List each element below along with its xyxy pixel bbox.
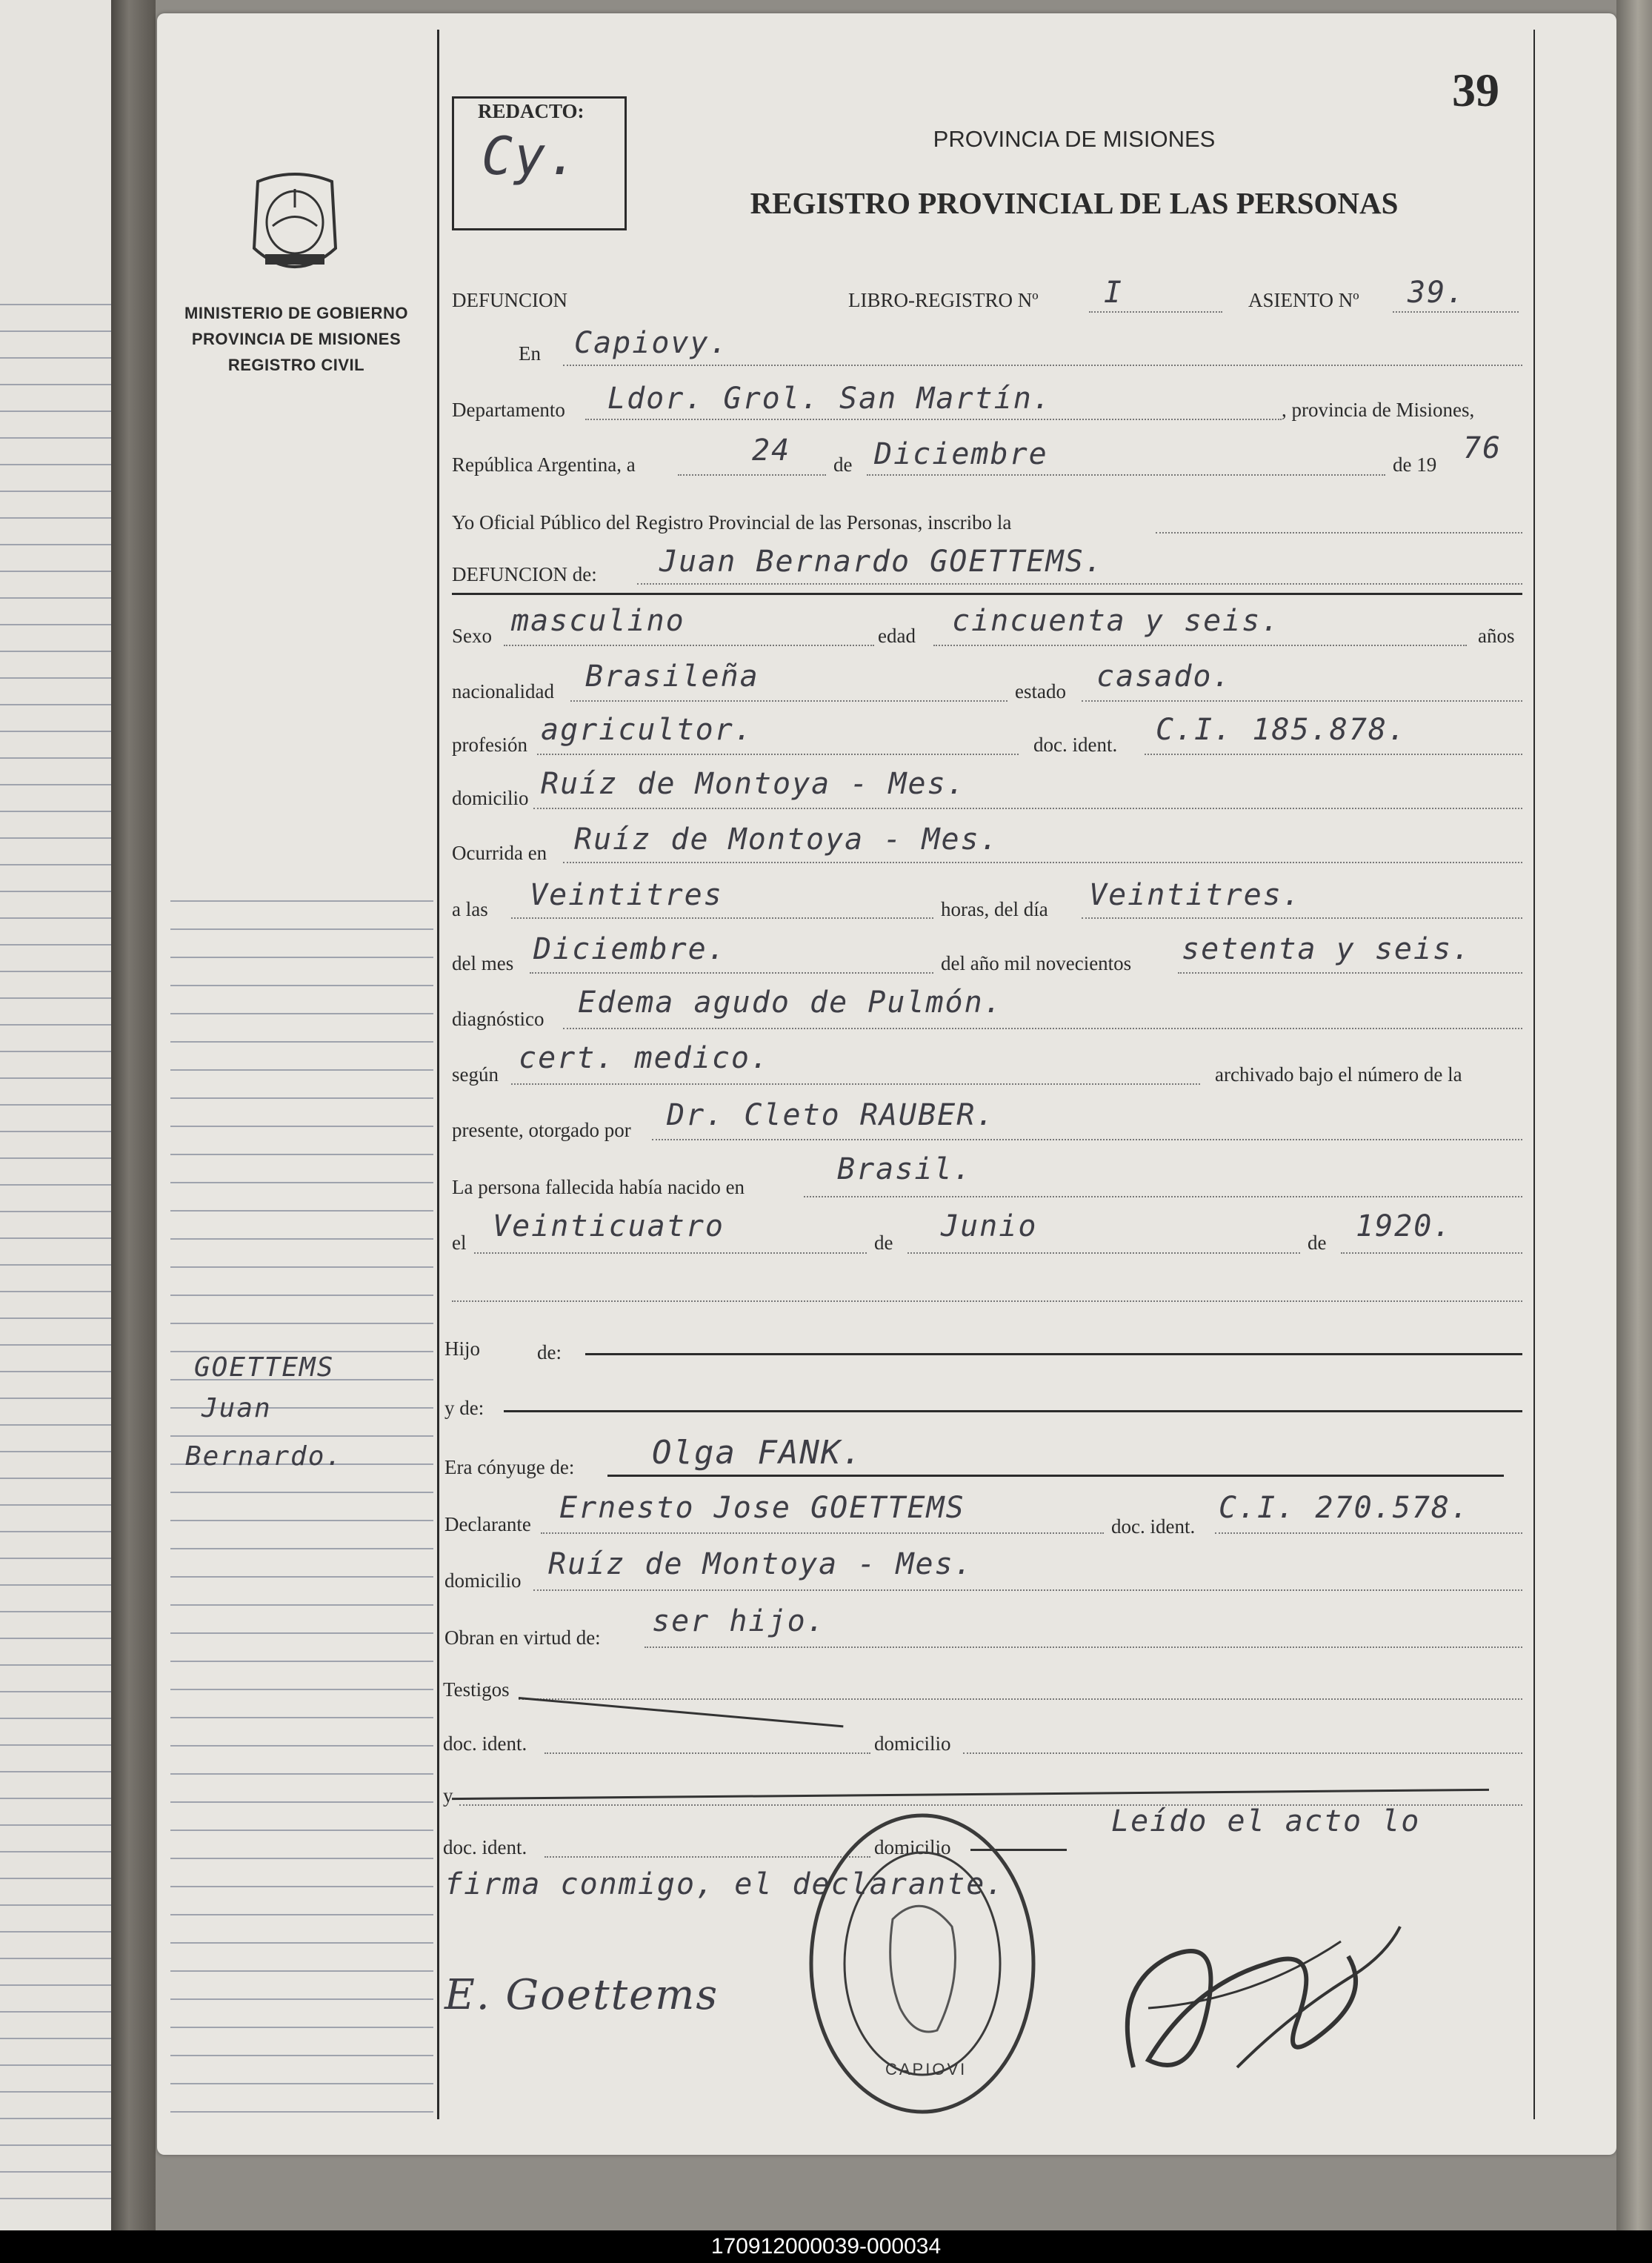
depto-value: Ldor. Grol. San Martín. [607, 382, 1052, 416]
left-rule-line [0, 1077, 111, 1079]
book-gutter [111, 0, 156, 2230]
left-rule-line [0, 2171, 111, 2173]
deceased-name: Juan Bernardo GOETTEMS. [659, 545, 1104, 579]
sexo-label: Sexo [452, 625, 492, 647]
seal-place: CAPIOVI [885, 2060, 967, 2078]
decl-dom-value: Ruíz de Montoya - Mes. [548, 1547, 973, 1581]
domicilio-line [533, 808, 1522, 809]
margin-rule-line [170, 1266, 433, 1268]
left-rule-line [0, 464, 111, 465]
diagnostico-label: diagnóstico [452, 1008, 544, 1030]
de2-label: de [874, 1232, 893, 1254]
edad-label: edad [878, 625, 916, 647]
diagnostico-line [563, 1028, 1522, 1029]
presente-line [652, 1139, 1522, 1140]
left-rule-line [0, 2038, 111, 2039]
left-rule-line [0, 1718, 111, 1719]
en-label: En [519, 342, 541, 365]
day-value: 24 [752, 433, 791, 468]
closing-line-1: Leído el acto lo [1111, 1804, 1421, 1838]
anos-label: años [1478, 625, 1515, 647]
y-label: y [443, 1784, 453, 1807]
left-rule-line [0, 1504, 111, 1506]
docident-label: doc. ident. [1033, 734, 1118, 756]
left-rule-line [0, 357, 111, 359]
margin-rule-line [170, 1041, 433, 1043]
month-line [867, 474, 1385, 476]
margin-rule-line [170, 2083, 433, 2084]
profesion-value: agricultor. [541, 713, 753, 747]
declarante-label: Declarante [444, 1513, 531, 1535]
el-label: el [452, 1232, 467, 1254]
yde-line [504, 1410, 1522, 1412]
declarante-line [541, 1532, 1104, 1534]
segun-label: según [452, 1063, 499, 1086]
el-value: Veinticuatro [493, 1209, 725, 1243]
margin-rule-line [170, 1970, 433, 1972]
ministry-line-1: MINISTERIO DE GOBIERNO [184, 304, 408, 322]
margin-surname: GOETTEMS [194, 1352, 335, 1383]
margin-firstname: Juan [201, 1393, 272, 1423]
archive-id-footer: 170912000039-000034 [0, 2230, 1652, 2263]
declarante-value: Ernesto Jose GOETTEMS [559, 1491, 965, 1525]
left-rule-line [0, 2198, 111, 2199]
margin-rule-line [170, 1773, 433, 1775]
left-rule-line [0, 1664, 111, 1666]
margin-rule-line [170, 1745, 433, 1747]
nacido-value: Brasil. [837, 1152, 973, 1186]
left-rule-line [0, 1211, 111, 1212]
anomil-line [1178, 972, 1522, 974]
year-value: 76 [1463, 431, 1502, 465]
t2-dom-label: domicilio [874, 1836, 951, 1858]
left-rule-line [0, 1798, 111, 1799]
dia-value: Veintitres. [1089, 878, 1302, 912]
left-rule-line [0, 784, 111, 785]
nac-year-value: 1920. [1356, 1209, 1453, 1243]
left-rule-line [0, 1638, 111, 1639]
testigos-label: Testigos [443, 1678, 510, 1701]
en-value: Capiovy. [574, 326, 729, 360]
delmes-line [530, 972, 933, 974]
delmes-label: del mes [452, 952, 514, 974]
declarante-signature: E. Goettems [444, 1971, 719, 2019]
left-rule-line [0, 917, 111, 919]
delmes-value: Diciembre. [533, 932, 727, 966]
left-rule-line [0, 1584, 111, 1586]
margin-rule-line [170, 1097, 433, 1099]
conyuge-label: Era cónyuge de: [444, 1456, 575, 1478]
left-rule-line [0, 1398, 111, 1399]
coat-of-arms-icon [243, 167, 347, 285]
left-rule-line [0, 1691, 111, 1692]
testigos-line [519, 1698, 1522, 1700]
left-rule-line [0, 1451, 111, 1452]
margin-rule-line [170, 1492, 433, 1493]
left-rule-line [0, 597, 111, 599]
el-line [474, 1252, 867, 1254]
margin-rule-line [170, 1632, 433, 1634]
left-rule-line [0, 731, 111, 732]
left-rule-line [0, 1371, 111, 1372]
margin-rule-line [170, 1210, 433, 1212]
registry-title: REGISTRO PROVINCIAL DE LAS PERSONAS [750, 186, 1399, 220]
libro-line [1089, 311, 1222, 313]
margin-rule-line [170, 1914, 433, 1915]
left-rule-line [0, 997, 111, 999]
left-rule-line [0, 2091, 111, 2093]
archivado-text: archivado bajo el número de la [1215, 1063, 1462, 1086]
asiento-line [1393, 311, 1519, 313]
left-rule-line [0, 1744, 111, 1746]
ocurrida-value: Ruíz de Montoya - Mes. [574, 823, 999, 857]
left-rule-line [0, 1931, 111, 1933]
margin-rule-line [170, 2111, 433, 2113]
obran-label: Obran en virtud de: [444, 1626, 601, 1649]
oficial-text: Yo Oficial Público del Registro Provincial de las Personas, inscribo la [452, 511, 1012, 534]
margin-rule-line [170, 1886, 433, 1887]
en-line [563, 365, 1522, 366]
t-dom-label: domicilio [874, 1732, 951, 1755]
left-rule-line [0, 2064, 111, 2066]
left-rule-line [0, 1984, 111, 1986]
margin-rule-line [170, 1689, 433, 1690]
left-rule-line [0, 757, 111, 759]
left-rule-line [0, 1878, 111, 1879]
presente-value: Dr. Cleto RAUBER. [667, 1098, 996, 1132]
left-rule-line [0, 1264, 111, 1266]
alas-line [511, 917, 933, 919]
margin-rule-line [170, 1548, 433, 1549]
domicilio-label: domicilio [452, 787, 529, 809]
left-rule-line [0, 651, 111, 652]
margin-rule-line [170, 1998, 433, 2000]
ocurrida-line [563, 862, 1522, 863]
province-heading: PROVINCIA DE MISIONES [933, 126, 1216, 152]
margin-rule-line [170, 1126, 433, 1127]
margin-rule-line [170, 1069, 433, 1071]
margin-rule-line [170, 1182, 433, 1183]
yde-label: y de: [444, 1397, 484, 1419]
left-rule-line [0, 971, 111, 972]
left-rule-line [0, 411, 111, 412]
year-prefix: de 19 [1393, 453, 1437, 476]
asiento-value: 39. [1408, 276, 1466, 310]
provincia-text: , provincia de Misiones, [1282, 399, 1475, 421]
left-rule-line [0, 1611, 111, 1612]
segun-value: cert. medico. [519, 1041, 770, 1075]
left-rule-line [0, 517, 111, 519]
left-rule-line [0, 944, 111, 946]
margin-rule-line [170, 1154, 433, 1155]
margin-rule-line [170, 1604, 433, 1606]
left-rule-line [0, 1958, 111, 1959]
left-rule-line [0, 437, 111, 439]
hijo-line [585, 1353, 1522, 1355]
nacionalidad-label: nacionalidad [452, 680, 554, 702]
margin-rule-line [170, 957, 433, 958]
ministry-line-3: REGISTRO CIVIL [227, 356, 365, 374]
depto-line [585, 419, 1282, 420]
decl-dom-label: domicilio [444, 1569, 522, 1592]
obran-value: ser hijo. [652, 1604, 826, 1638]
nac-month-line [907, 1252, 1300, 1254]
margin-rule-line [170, 1830, 433, 1831]
de3-label: de [1308, 1232, 1327, 1254]
margin-rule-line [170, 928, 433, 930]
left-rule-line [0, 1317, 111, 1319]
left-rule-line [0, 864, 111, 865]
left-rule-line [0, 1558, 111, 1559]
anomil-value: setenta y seis. [1182, 932, 1472, 966]
margin-rule-line [170, 900, 433, 902]
left-rule-line [0, 544, 111, 545]
margin-rule-line [170, 2055, 433, 2056]
estado-value: casado. [1096, 659, 1232, 694]
margin-rule-line [170, 2027, 433, 2028]
profesion-label: profesión [452, 734, 527, 756]
margin-rule-line [170, 1435, 433, 1437]
depto-label: Departamento [452, 399, 565, 421]
t-doc-label: doc. ident. [443, 1732, 527, 1755]
hijo-de-label: de: [537, 1341, 562, 1363]
dia-line [1082, 917, 1522, 919]
libro-label: LIBRO-REGISTRO Nº [848, 289, 1039, 311]
left-rule-line [0, 2144, 111, 2146]
oficial-line [1156, 532, 1522, 534]
de-label: de [833, 453, 853, 476]
t-dom-line [963, 1752, 1522, 1754]
left-rule-line [0, 1157, 111, 1159]
left-rule-line [0, 1824, 111, 1826]
left-page-edge [0, 0, 111, 2230]
decl-doc-value: C.I. 270.578. [1219, 1491, 1471, 1525]
left-rule-line [0, 1531, 111, 1532]
left-rule-line [0, 704, 111, 705]
book-cover-edge [1616, 0, 1652, 2230]
horas-label: horas, del día [941, 898, 1048, 920]
name-line [637, 583, 1522, 585]
left-rule-line [0, 1424, 111, 1426]
left-rule-line [0, 1291, 111, 1292]
left-rule-line [0, 811, 111, 812]
left-rule-line [0, 677, 111, 679]
left-rule-line [0, 304, 111, 305]
left-rule-line [0, 1478, 111, 1479]
margin-rule-line [170, 1717, 433, 1718]
estado-line [1082, 700, 1522, 702]
left-rule-line [0, 1771, 111, 1772]
margin-rule-line [170, 1576, 433, 1578]
margin-rule-line [170, 1858, 433, 1859]
nacionalidad-line [570, 700, 1007, 702]
nac-year-line [1341, 1252, 1522, 1254]
nacido-label: La persona fallecida había nacido en [452, 1176, 745, 1198]
obran-line [645, 1646, 1522, 1648]
left-rule-line [0, 2011, 111, 2013]
margin-rule-line [170, 1520, 433, 1521]
month-value: Diciembre [874, 437, 1048, 471]
conyuge-line [607, 1475, 1504, 1477]
libro-value: I [1104, 276, 1124, 310]
left-rule-line [0, 1024, 111, 1026]
margin-rule-line [170, 985, 433, 986]
left-rule-line [0, 891, 111, 892]
sexo-line [504, 645, 874, 646]
left-rule-line [0, 1131, 111, 1132]
right-border [1533, 30, 1535, 2119]
left-rule-line [0, 2118, 111, 2119]
republica-label: República Argentina, a [452, 453, 636, 476]
nac-month-value: Junio [941, 1209, 1038, 1243]
section-rule-1 [452, 593, 1522, 595]
profesion-line [537, 754, 1019, 755]
edad-line [933, 645, 1467, 646]
presente-label: presente, otorgado por [452, 1119, 631, 1141]
margin-rule-line [170, 1323, 433, 1324]
margin-rule-line [170, 1661, 433, 1662]
left-rule-line [0, 1184, 111, 1186]
left-rule-line [0, 837, 111, 839]
t2-doc-label: doc. ident. [443, 1836, 527, 1858]
margin-rule-line [170, 1801, 433, 1803]
redacto-label: REDACTO: [478, 100, 584, 122]
ministry-line-2: PROVINCIA DE MISIONES [191, 330, 402, 348]
left-rule-line [0, 491, 111, 492]
t-doc-line [544, 1752, 870, 1754]
domicilio-value: Ruíz de Montoya - Mes. [541, 767, 966, 801]
asiento-label: ASIENTO Nº [1248, 289, 1359, 311]
estado-label: estado [1015, 680, 1066, 702]
decl-doc-label: doc. ident. [1111, 1515, 1196, 1538]
margin-rule-line [170, 1942, 433, 1944]
day-line [678, 474, 826, 476]
conyuge-value: Olga FANK. [652, 1434, 863, 1472]
record-type-label: DEFUNCION [452, 289, 568, 311]
margin-rule-line [170, 1295, 433, 1296]
nacionalidad-value: Brasileña [585, 659, 759, 694]
margin-rule-line [170, 1013, 433, 1014]
decl-doc-line [1215, 1532, 1522, 1534]
left-rule-line [0, 571, 111, 572]
diagnostico-value: Edema agudo de Pulmón. [578, 986, 1003, 1020]
margin-divider [437, 30, 439, 2119]
ocurrida-label: Ocurrida en [452, 842, 547, 864]
left-rule-line [0, 1051, 111, 1052]
hijo-label: Hijo [444, 1337, 481, 1360]
page-number: 39 [1452, 64, 1499, 116]
left-rule-line [0, 1851, 111, 1852]
defuncion-de-label: DEFUNCION de: [452, 563, 597, 585]
left-rule-line [0, 1237, 111, 1239]
segun-line [511, 1083, 1200, 1085]
redacto-initials: Cy. [482, 126, 580, 187]
decl-dom-line [533, 1589, 1522, 1591]
closing-line-2: firma conmigo, el declarante. [444, 1867, 1005, 1901]
edad-value: cincuenta y seis. [952, 604, 1281, 638]
docident-value: C.I. 185.878. [1156, 713, 1408, 747]
left-rule-line [0, 384, 111, 385]
left-rule-line [0, 1904, 111, 1906]
left-rule-line [0, 1344, 111, 1346]
docident-line [1145, 754, 1522, 755]
alas-label: a las [452, 898, 488, 920]
blank-line-1 [452, 1300, 1522, 1302]
official-signature-icon [1104, 1897, 1430, 2104]
left-rule-line [0, 330, 111, 332]
nacido-line [804, 1196, 1522, 1197]
left-rule-line [0, 1104, 111, 1106]
alas-value: Veintitres [530, 878, 723, 912]
anomil-label: del año mil novecientos [941, 952, 1132, 974]
sexo-value: masculino [511, 604, 685, 638]
margin-middlename: Bernardo. [185, 1441, 344, 1472]
left-rule-line [0, 624, 111, 625]
margin-rule-line [170, 1238, 433, 1240]
